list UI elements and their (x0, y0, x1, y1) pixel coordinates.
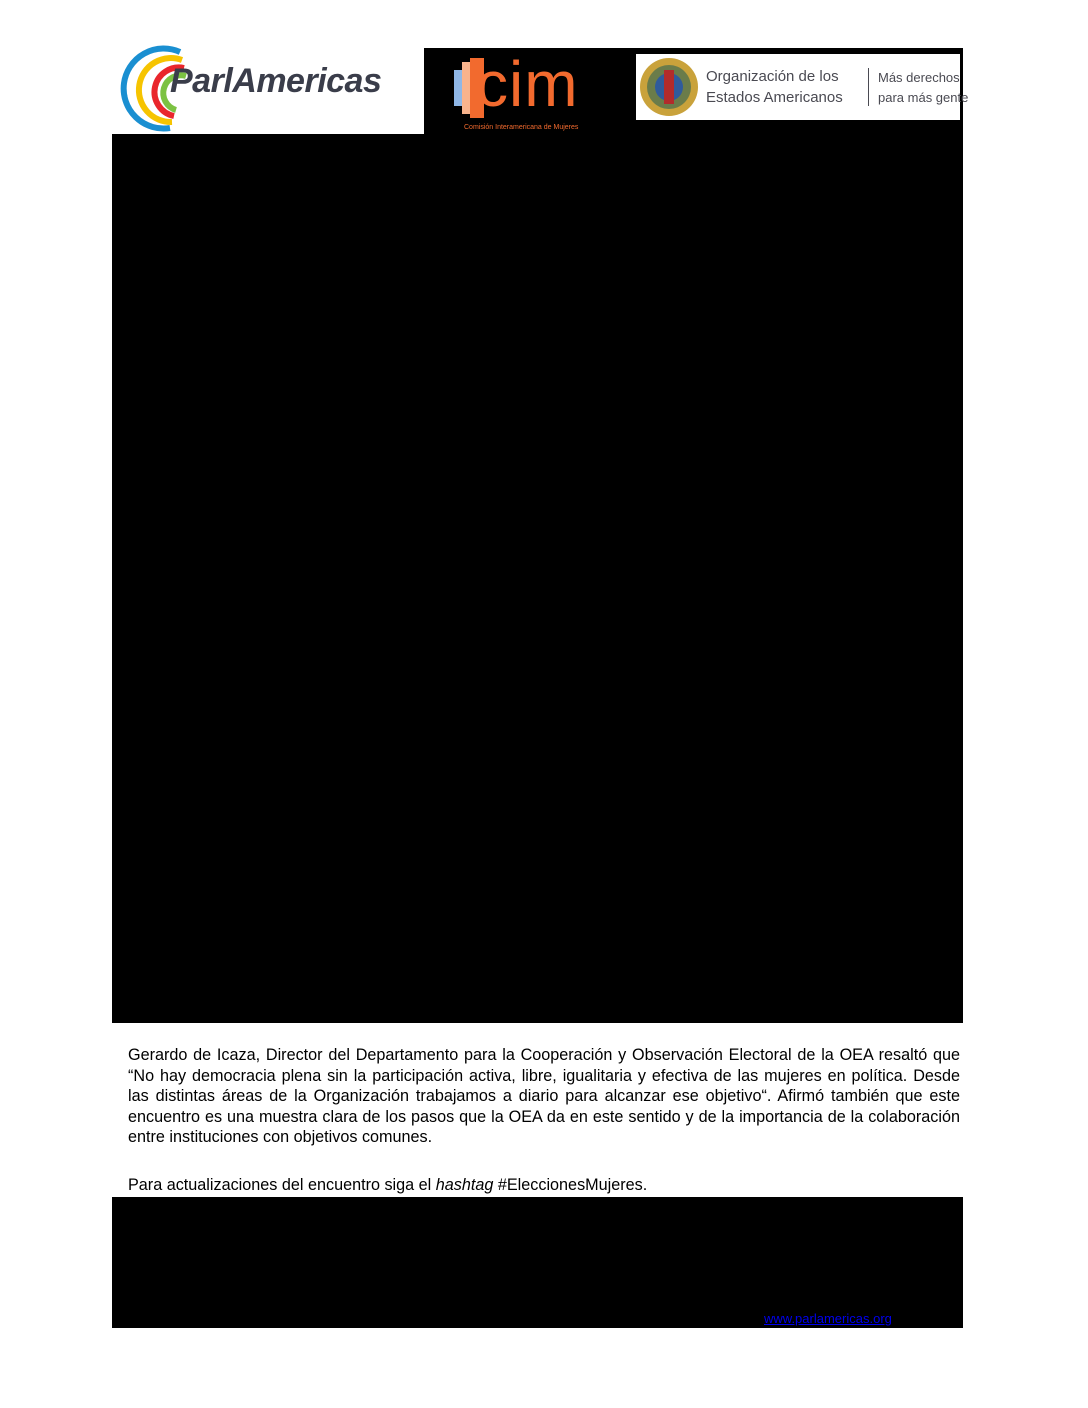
parlamericas-logo (112, 40, 424, 134)
cim-logo (448, 50, 614, 136)
closing-hashtag-word: hashtag (435, 1176, 494, 1194)
parlamericas-wordmark: ParlAmericas (170, 62, 382, 100)
oea-tagline-line2: para más gente (878, 90, 969, 105)
parlamericas-website-link[interactable]: www.parlamericas.org (764, 1311, 892, 1326)
redacted-block-top (112, 134, 963, 1023)
oea-name-line1: Organización de los (706, 68, 839, 85)
oea-logo (636, 54, 969, 120)
oea-tagline (878, 68, 968, 108)
cim-wordmark: cim (476, 48, 579, 120)
article-paragraph (128, 1045, 960, 1148)
closing-prefix: Para actualizaciones del encuentro siga el (128, 1176, 436, 1194)
paragraph-text: Gerardo de Icaza, Director del Departamento para la Cooperación y Observación Electoral de la OEA resaltó que “No hay democracia plena sin la participación activa, libre, igualitaria y efectiva de las mujeres en política. Desde las distintas áreas de la Organización trabajamos a diario para alcanzar ese objetivo“. Afirmó también que este encuentro es una muestra clara de los pasos que la OEA da en este sentido y de la importancia de la colaboración entre instituciones con objetivos comunes. (128, 1046, 960, 1146)
oea-name (706, 66, 843, 108)
closing-suffix: #EleccionesMujeres. (493, 1176, 648, 1194)
oea-tagline-line1: Más derechos (878, 70, 960, 85)
oea-seal-icon (638, 56, 700, 118)
oea-name-line2: Estados Americanos (706, 89, 843, 106)
closing-line (128, 1176, 647, 1195)
cim-subtitle: Comisión Interamericana de Mujeres (464, 124, 579, 131)
oea-divider (868, 68, 869, 106)
redacted-block-bottom (112, 1197, 963, 1328)
